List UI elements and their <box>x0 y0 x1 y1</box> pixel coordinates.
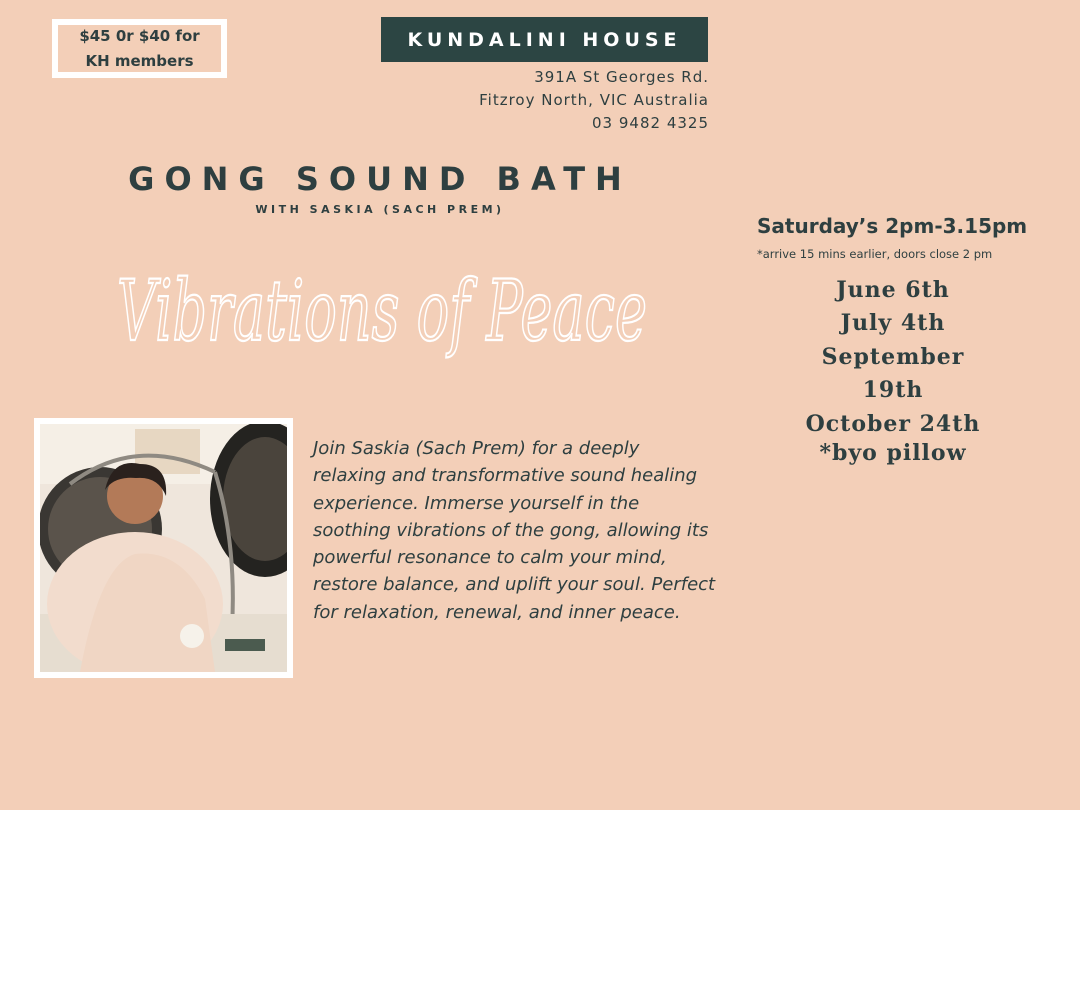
venue-address <box>479 66 709 135</box>
event-subtitle: WITH SASKIA (SACH PREM) <box>255 203 505 216</box>
date-item: October 24th <box>805 410 981 437</box>
session-dates <box>790 274 996 441</box>
venue-name-banner <box>381 17 708 62</box>
price-line-1: $45 0r $40 for <box>79 26 200 45</box>
byo-pillow-note: *byo pillow <box>819 440 967 466</box>
address-line-2: Fitzroy North, VIC Australia <box>479 91 709 109</box>
session-time: Saturday’s 2pm-3.15pm <box>757 214 1028 238</box>
instructor-photo-frame <box>34 418 293 678</box>
date-item: July 4th <box>840 310 946 337</box>
venue-phone: 03 9482 4325 <box>592 114 709 132</box>
event-title: GONG SOUND BATH <box>128 160 632 198</box>
address-line-1: 391A St Georges Rd. <box>534 68 709 86</box>
arrival-note: *arrive 15 mins earlier, doors close 2 pm <box>757 247 993 261</box>
price-badge <box>52 19 227 78</box>
script-title-svg <box>110 228 655 378</box>
script-title <box>110 228 655 378</box>
script-title-text: Vibrations of Peace <box>117 262 647 360</box>
venue-name: KUNDALINI HOUSE <box>407 28 682 51</box>
date-item: September 19th <box>821 343 965 404</box>
instructor-photo <box>40 424 287 672</box>
date-item: June 6th <box>836 277 950 303</box>
event-description: Join Saskia (Sach Prem) for a deeply relaxing and transformative sound healing experience. Immerse yourself in the soothing vibrations of the gong, allowing its powerful resonance to calm your mind, restore balance, and uplift your soul. Perfect for relaxation, renewal, and inner peace. <box>313 438 716 623</box>
price-line-2: KH members <box>85 51 194 70</box>
